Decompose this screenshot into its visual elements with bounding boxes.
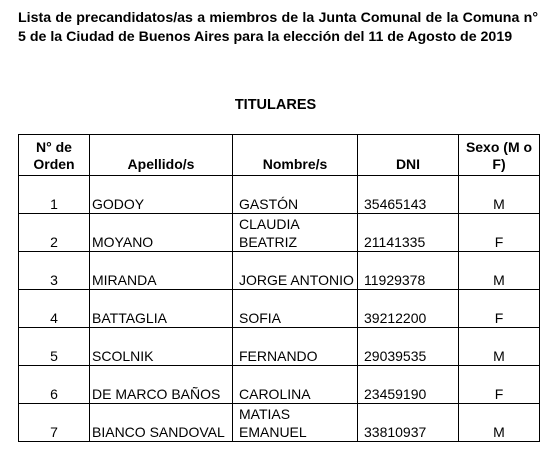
cell-nombre: CLAUDIA BEATRIZ <box>233 214 358 252</box>
table-row <box>19 214 540 252</box>
cell-apellido: MIRANDA <box>90 252 233 290</box>
cell-apellido: MOYANO <box>90 214 233 252</box>
cell-sexo: M <box>459 176 540 214</box>
cell-dni: 39212200 <box>358 290 459 328</box>
header-dni: DNI <box>358 135 459 176</box>
cell-dni: 23459190 <box>358 366 459 404</box>
cell-nombre: JORGE ANTONIO <box>233 252 358 290</box>
table-row <box>19 328 540 366</box>
cell-sexo: M <box>459 328 540 366</box>
cell-nombre: FERNANDO <box>233 328 358 366</box>
cell-orden: 1 <box>19 176 90 214</box>
table-row <box>19 404 540 442</box>
cell-sexo: F <box>459 290 540 328</box>
table-row <box>19 252 540 290</box>
cell-nombre: MATIAS EMANUEL <box>233 404 358 442</box>
cell-orden: 4 <box>19 290 90 328</box>
cell-apellido: DE MARCO BAÑOS <box>90 366 233 404</box>
candidates-table <box>18 134 540 442</box>
table-row <box>19 176 540 214</box>
cell-orden: 6 <box>19 366 90 404</box>
table-row <box>19 290 540 328</box>
header-apellido: Apellido/s <box>90 135 233 176</box>
cell-orden: 7 <box>19 404 90 442</box>
section-title: TITULARES <box>234 97 317 113</box>
cell-dni: 11929378 <box>358 252 459 290</box>
cell-nombre: GASTÓN <box>233 176 358 214</box>
table-row <box>19 366 540 404</box>
cell-nombre: SOFIA <box>233 290 358 328</box>
cell-dni: 21141335 <box>358 214 459 252</box>
cell-sexo: F <box>459 214 540 252</box>
header-nombre: Nombre/s <box>233 135 358 176</box>
header-orden: N° de Orden <box>19 135 90 176</box>
cell-apellido: BIANCO SANDOVAL <box>90 404 233 442</box>
cell-apellido: SCOLNIK <box>90 328 233 366</box>
cell-sexo: M <box>459 404 540 442</box>
document-heading: Lista de precandidatos/as a miembros de la Junta Comunal de la Comuna n° 5 de la Ciudad de Buenos Aires para la elección del 11 de Agosto de 2019 <box>18 10 538 45</box>
header-sexo: Sexo (M o F) <box>459 135 540 176</box>
cell-nombre: CAROLINA <box>233 366 358 404</box>
cell-dni: 29039535 <box>358 328 459 366</box>
cell-orden: 5 <box>19 328 90 366</box>
cell-sexo: F <box>459 366 540 404</box>
cell-orden: 3 <box>19 252 90 290</box>
cell-dni: 33810937 <box>358 404 459 442</box>
table-header-row <box>19 135 540 176</box>
cell-sexo: M <box>459 252 540 290</box>
cell-dni: 35465143 <box>358 176 459 214</box>
cell-orden: 2 <box>19 214 90 252</box>
cell-apellido: BATTAGLIA <box>90 290 233 328</box>
cell-apellido: GODOY <box>90 176 233 214</box>
